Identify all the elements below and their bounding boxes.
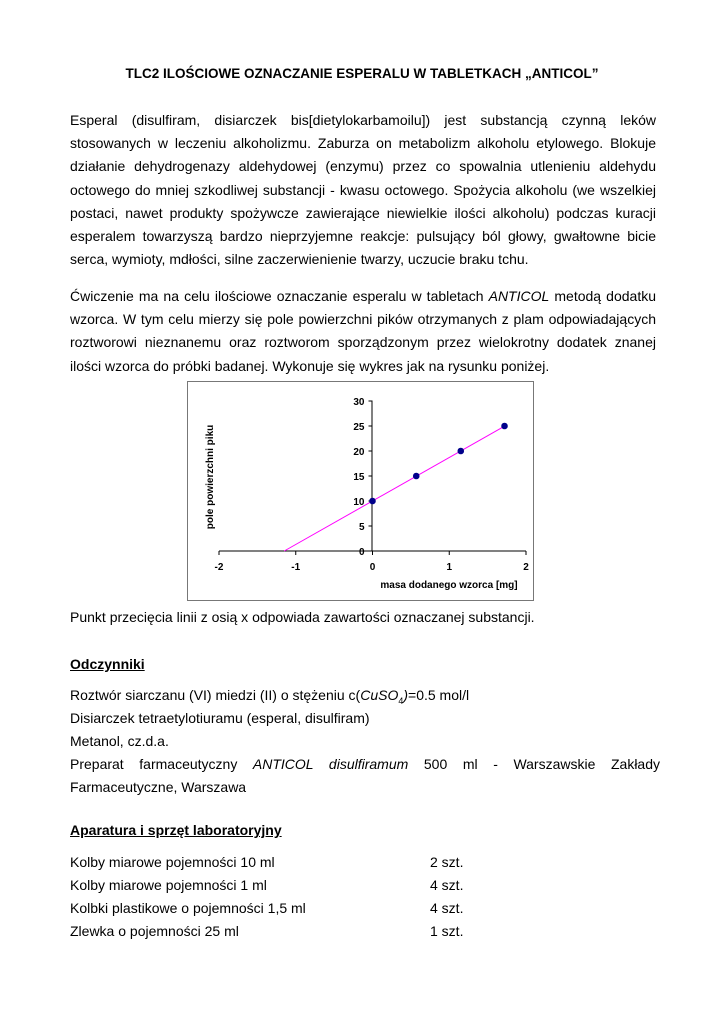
- equipment-qty: 2 szt.: [430, 854, 464, 870]
- exercise-text-before: Ćwiczenie ma na celu ilościowe oznaczanie esperalu w tabletach: [70, 288, 489, 304]
- equipment-name: Zlewka o pojemności 25 ml: [70, 923, 239, 939]
- trendline: [284, 426, 504, 551]
- exercise-paragraph: [70, 285, 656, 378]
- equipment-qty: 4 szt.: [430, 900, 464, 916]
- data-point: [369, 498, 376, 505]
- data-point: [413, 473, 420, 480]
- x-tick-label: 0: [369, 562, 376, 573]
- exercise-text-after: metodą dodatku wzorca. W tym celu mierzy się pole powierzchni pików otrzymanych z plam odpowiadających roztworowi nieznanemu oraz roztworom sporządzonym przez wielokrotny dodatek znanej ilości wzorca do próbki badanej. Wykonuje się wykres jak na rysunku poniżej.: [70, 288, 656, 374]
- x-tick-label: 2: [523, 562, 529, 573]
- x-axis-label: masa dodanego wzorca [mg]: [380, 580, 518, 591]
- reagent-disulfiram: Disiarczek tetraetylotiuramu (esperal, disulfiram): [70, 710, 370, 726]
- y-axis-label: pole powierzchni piku: [205, 424, 216, 530]
- equipment-heading: Aparatura i sprzęt laboratoryjny: [70, 822, 282, 838]
- y-tick-label: 15: [353, 472, 365, 483]
- chart-caption: Punkt przecięcia linii z osią x odpowiada zawartości oznaczanej substancji.: [70, 609, 535, 625]
- reagent1-close: ): [403, 687, 409, 703]
- equipment-qty: 4 szt.: [430, 877, 464, 893]
- equipment-qty: 1 szt.: [430, 923, 464, 939]
- y-tick-label: 10: [353, 497, 365, 508]
- y-tick-group: [353, 397, 372, 558]
- x-tick-label: -2: [214, 562, 224, 573]
- y-tick-label: 20: [353, 447, 365, 458]
- equipment-name: Kolbki plastikowe o pojemności 1,5 ml: [70, 900, 306, 916]
- reagent4-suffix: 500 ml - Warszawskie Zakłady Farmaceutyczne, Warszawa: [70, 756, 660, 795]
- reagent1-prefix: Roztwór siarczanu (VI) miedzi (II) o stężeniu c(: [70, 687, 361, 703]
- reagent1-formula: CuSO: [360, 687, 399, 703]
- x-tick-group: [215, 551, 530, 573]
- standard-addition-chart: [187, 381, 534, 601]
- equipment-name: Kolby miarowe pojemności 10 ml: [70, 854, 275, 870]
- x-tick-label: -1: [291, 562, 301, 573]
- x-tick-label: 1: [446, 562, 453, 573]
- equipment-name: Kolby miarowe pojemności 1 ml: [70, 877, 267, 893]
- y-tick-label: 30: [353, 397, 365, 408]
- y-tick-label: 0: [358, 547, 365, 558]
- reagent1-suffix: =0.5 mol/l: [408, 687, 470, 703]
- exercise-brand: ANTICOL: [488, 288, 550, 304]
- intro-paragraph: Esperal (disulfiram, disiarczek bis[dietylokarbamoilu]) jest substancją czynną leków stosowanych w leczeniu alkoholizmu. Zaburza on metabolizm alkoholu etylowego. Blokuje działanie dehydrogenazy aldehydowej (enzymu) przez co spowalnia utlenieniu aldehydu octowego do mniej szkodliwej substancji - kwasu octowego. Spożycia alkoholu (we wszelkiej postaci, nawet produkty spożywcze zawierające niewielkie ilości alkoholu) podczas kuracji esperalem towarzyszą bardzo nieprzyjemne reakcje: pulsujący ból głowy, gwałtowne bicie serca, wymioty, mdłości, silne zaczerwienienie twarzy, uczucie braku tchu.: [70, 112, 656, 268]
- reagent-methanol: Metanol, cz.d.a.: [70, 733, 169, 749]
- reagent1-subscript: 4: [398, 695, 404, 706]
- chart-svg: [188, 382, 535, 602]
- y-tick-label: 25: [353, 422, 365, 433]
- y-tick-label: 5: [358, 522, 365, 533]
- data-point: [501, 423, 508, 430]
- page-title: TLC2 ILOŚCIOWE OZNACZANIE ESPERALU W TABLETKACH „ANTICOL”: [125, 66, 599, 81]
- reagents-heading: Odczynniki: [70, 656, 145, 672]
- data-point: [457, 448, 464, 455]
- reagent-anticol: [70, 753, 660, 799]
- reagent4-prefix: Preparat farmaceutyczny: [70, 756, 253, 772]
- reagent4-italic: ANTICOL disulfiramum: [252, 756, 409, 772]
